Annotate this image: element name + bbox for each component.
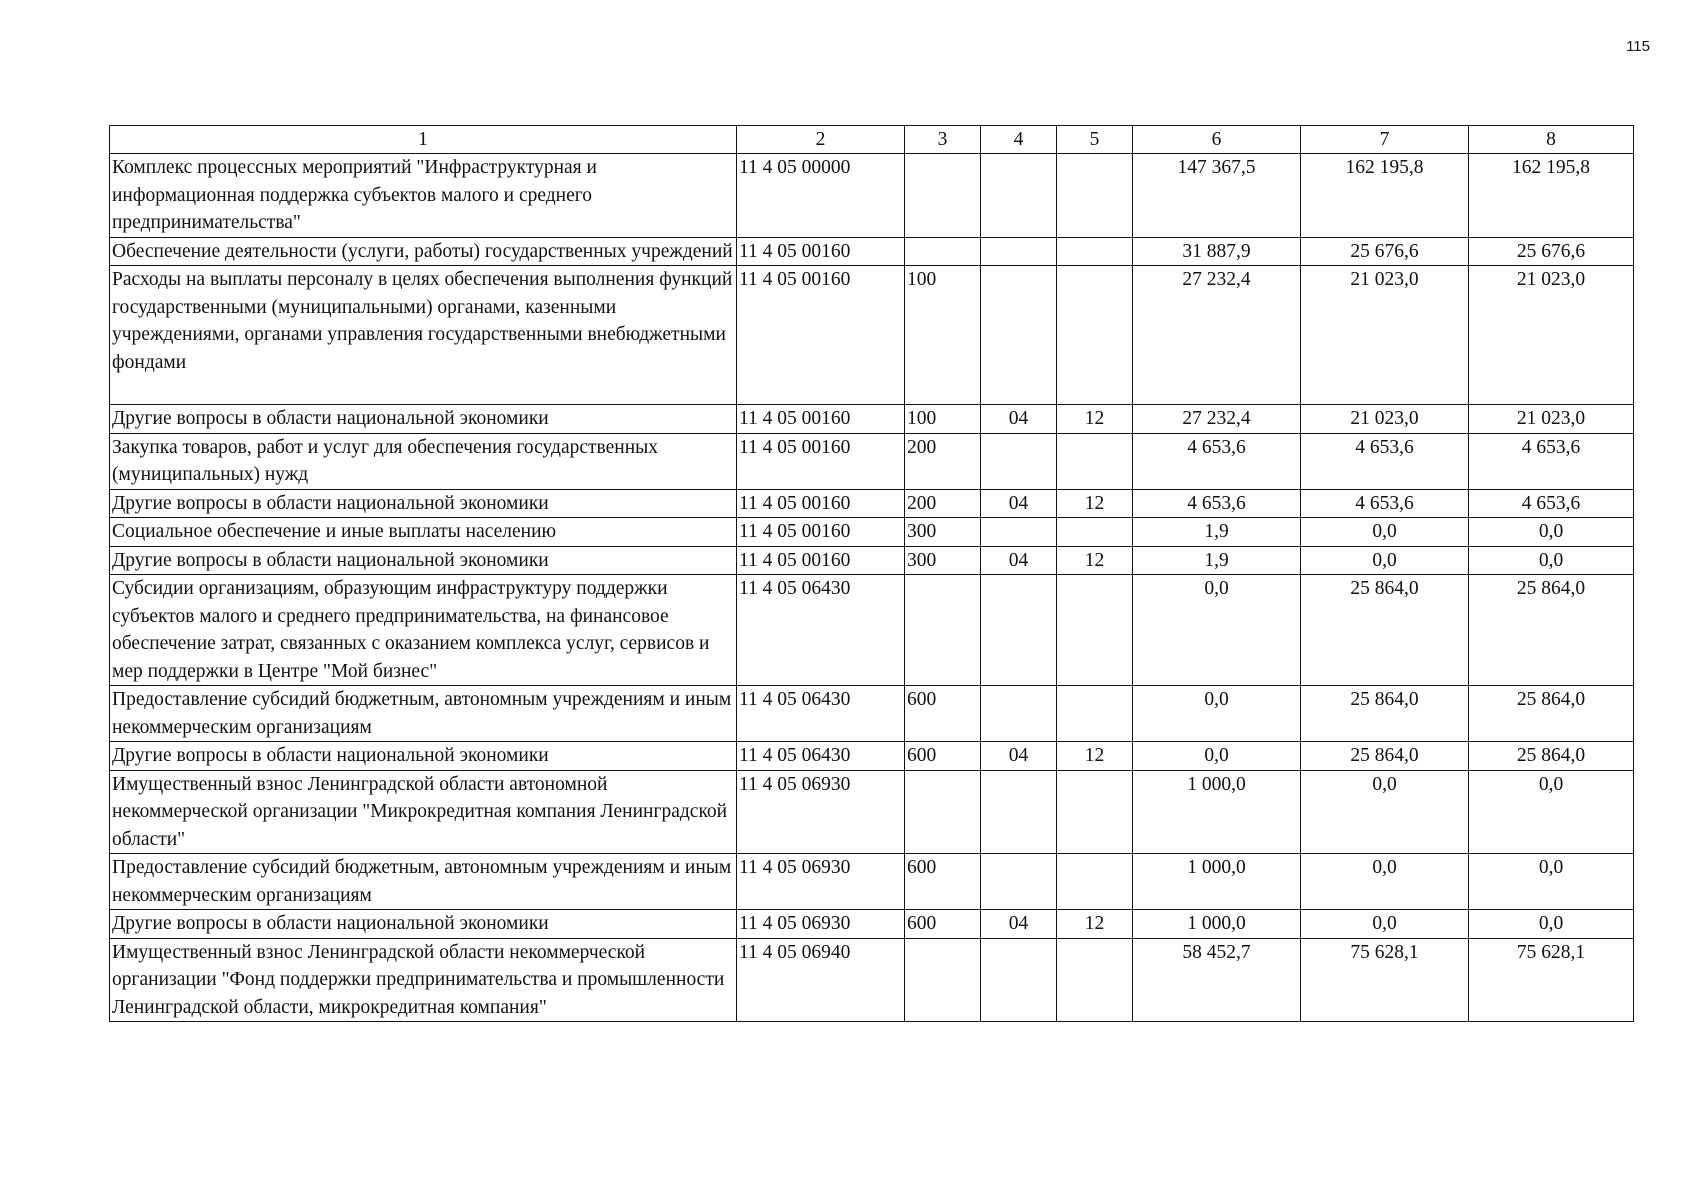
row-value-7: 21 023,0: [1301, 266, 1469, 405]
header-col-6: 6: [1133, 126, 1301, 154]
row-name: Другие вопросы в области национальной экономики: [110, 405, 737, 434]
row-value-8: 75 628,1: [1469, 938, 1634, 1022]
row-vr: 600: [905, 686, 981, 742]
table-row: [110, 433, 1634, 489]
table-row: [110, 266, 1634, 405]
row-value-7: 162 195,8: [1301, 154, 1469, 238]
row-rz: [981, 154, 1057, 238]
row-code: 11 4 05 00160: [737, 518, 905, 547]
row-value-7: 25 864,0: [1301, 575, 1469, 686]
table-row: [110, 405, 1634, 434]
row-value-8: 4 653,6: [1469, 433, 1634, 489]
row-code: 11 4 05 00160: [737, 266, 905, 405]
row-pr: 12: [1057, 910, 1133, 939]
row-code: 11 4 05 00160: [737, 405, 905, 434]
row-name: Социальное обеспечение и иные выплаты населению: [110, 518, 737, 547]
header-col-8: 8: [1469, 126, 1634, 154]
row-value-8: 0,0: [1469, 518, 1634, 547]
row-vr: 200: [905, 433, 981, 489]
row-vr: [905, 938, 981, 1022]
row-code: 11 4 05 06930: [737, 854, 905, 910]
row-value-6: 27 232,4: [1133, 266, 1301, 405]
row-rz: [981, 938, 1057, 1022]
row-code: 11 4 05 06430: [737, 575, 905, 686]
row-pr: [1057, 433, 1133, 489]
row-value-8: 162 195,8: [1469, 154, 1634, 238]
row-name: Другие вопросы в области национальной экономики: [110, 742, 737, 771]
table-row: [110, 770, 1634, 854]
row-value-6: 1 000,0: [1133, 854, 1301, 910]
budget-table: [109, 125, 1634, 1022]
row-value-7: 25 864,0: [1301, 686, 1469, 742]
row-value-8: 4 653,6: [1469, 489, 1634, 518]
row-value-7: 0,0: [1301, 518, 1469, 547]
table-row: [110, 546, 1634, 575]
row-vr: 600: [905, 910, 981, 939]
header-col-5: 5: [1057, 126, 1133, 154]
row-value-8: 0,0: [1469, 546, 1634, 575]
row-pr: 12: [1057, 546, 1133, 575]
table-row: [110, 938, 1634, 1022]
table-row: [110, 686, 1634, 742]
row-rz: [981, 518, 1057, 547]
row-rz: [981, 237, 1057, 266]
row-value-8: 25 864,0: [1469, 686, 1634, 742]
row-value-8: 25 864,0: [1469, 575, 1634, 686]
row-vr: 100: [905, 405, 981, 434]
row-name: Другие вопросы в области национальной экономики: [110, 910, 737, 939]
row-rz: [981, 686, 1057, 742]
table-row: [110, 237, 1634, 266]
row-value-8: 21 023,0: [1469, 405, 1634, 434]
header-col-7: 7: [1301, 126, 1469, 154]
row-code: 11 4 05 06940: [737, 938, 905, 1022]
row-value-7: 0,0: [1301, 770, 1469, 854]
row-pr: 12: [1057, 405, 1133, 434]
row-rz: 04: [981, 489, 1057, 518]
row-code: 11 4 05 06930: [737, 910, 905, 939]
row-rz: [981, 266, 1057, 405]
row-value-7: 4 653,6: [1301, 433, 1469, 489]
header-col-3: 3: [905, 126, 981, 154]
row-name: Закупка товаров, работ и услуг для обеспечения государственных (муниципальных) нужд: [110, 433, 737, 489]
row-value-7: 21 023,0: [1301, 405, 1469, 434]
row-pr: 12: [1057, 742, 1133, 771]
row-vr: [905, 237, 981, 266]
table-row: [110, 154, 1634, 238]
row-code: 11 4 05 06430: [737, 686, 905, 742]
row-value-6: 0,0: [1133, 686, 1301, 742]
row-code: 11 4 05 00160: [737, 489, 905, 518]
row-pr: [1057, 518, 1133, 547]
row-pr: [1057, 938, 1133, 1022]
row-code: 11 4 05 00160: [737, 433, 905, 489]
table-row: [110, 910, 1634, 939]
row-value-7: 4 653,6: [1301, 489, 1469, 518]
row-code: 11 4 05 06430: [737, 742, 905, 771]
row-name: Комплекс процессных мероприятий "Инфраструктурная и информационная поддержка субъектов малого и среднего предпринимательства": [110, 154, 737, 238]
table-row: [110, 518, 1634, 547]
header-col-2: 2: [737, 126, 905, 154]
row-value-7: 25 864,0: [1301, 742, 1469, 771]
row-value-8: 0,0: [1469, 854, 1634, 910]
row-name: Другие вопросы в области национальной экономики: [110, 489, 737, 518]
row-value-8: 0,0: [1469, 770, 1634, 854]
table-row: [110, 489, 1634, 518]
row-value-6: 1,9: [1133, 518, 1301, 547]
row-rz: [981, 575, 1057, 686]
row-rz: 04: [981, 405, 1057, 434]
header-col-1: 1: [110, 126, 737, 154]
row-value-7: 25 676,6: [1301, 237, 1469, 266]
row-value-6: 4 653,6: [1133, 433, 1301, 489]
table-row: [110, 575, 1634, 686]
row-vr: 300: [905, 546, 981, 575]
row-rz: 04: [981, 742, 1057, 771]
row-name: Расходы на выплаты персоналу в целях обеспечения выполнения функций государственными (муниципальными) органами, казенными учреждениями, органами управления государственными внебюджетными фондами: [110, 266, 737, 405]
row-pr: [1057, 237, 1133, 266]
row-vr: [905, 154, 981, 238]
row-value-6: 58 452,7: [1133, 938, 1301, 1022]
row-pr: [1057, 686, 1133, 742]
row-rz: 04: [981, 546, 1057, 575]
row-vr: 200: [905, 489, 981, 518]
row-name: Предоставление субсидий бюджетным, автономным учреждениям и иным некоммерческим организациям: [110, 854, 737, 910]
row-vr: [905, 575, 981, 686]
row-value-6: 0,0: [1133, 575, 1301, 686]
row-value-8: 0,0: [1469, 910, 1634, 939]
row-pr: 12: [1057, 489, 1133, 518]
row-vr: 600: [905, 742, 981, 771]
row-rz: [981, 770, 1057, 854]
row-value-6: 31 887,9: [1133, 237, 1301, 266]
row-pr: [1057, 854, 1133, 910]
row-value-7: 75 628,1: [1301, 938, 1469, 1022]
row-value-7: 0,0: [1301, 854, 1469, 910]
row-value-8: 21 023,0: [1469, 266, 1634, 405]
header-col-4: 4: [981, 126, 1057, 154]
row-pr: [1057, 154, 1133, 238]
row-value-8: 25 676,6: [1469, 237, 1634, 266]
row-code: 11 4 05 00000: [737, 154, 905, 238]
row-code: 11 4 05 00160: [737, 237, 905, 266]
row-value-6: 0,0: [1133, 742, 1301, 771]
table-row: [110, 742, 1634, 771]
row-name: Имущественный взнос Ленинградской области некоммерческой организации "Фонд поддержки предпринимательства и промышленности Ленинградской области, микрокредитная компания": [110, 938, 737, 1022]
row-value-6: 1 000,0: [1133, 910, 1301, 939]
page-number: 115: [1626, 38, 1650, 55]
row-value-6: 1,9: [1133, 546, 1301, 575]
row-name: Предоставление субсидий бюджетным, автономным учреждениям и иным некоммерческим организациям: [110, 686, 737, 742]
row-pr: [1057, 266, 1133, 405]
row-code: 11 4 05 06930: [737, 770, 905, 854]
row-rz: [981, 433, 1057, 489]
row-rz: 04: [981, 910, 1057, 939]
row-rz: [981, 854, 1057, 910]
row-value-6: 1 000,0: [1133, 770, 1301, 854]
row-value-6: 147 367,5: [1133, 154, 1301, 238]
row-value-6: 4 653,6: [1133, 489, 1301, 518]
row-value-7: 0,0: [1301, 546, 1469, 575]
row-name: Имущественный взнос Ленинградской области автономной некоммерческой организации "Микрокредитная компания Ленинградской области": [110, 770, 737, 854]
row-pr: [1057, 575, 1133, 686]
row-vr: 600: [905, 854, 981, 910]
row-vr: 300: [905, 518, 981, 547]
row-code: 11 4 05 00160: [737, 546, 905, 575]
row-value-8: 25 864,0: [1469, 742, 1634, 771]
table-row: [110, 854, 1634, 910]
row-name: Другие вопросы в области национальной экономики: [110, 546, 737, 575]
row-name: Обеспечение деятельности (услуги, работы) государственных учреждений: [110, 237, 737, 266]
row-value-6: 27 232,4: [1133, 405, 1301, 434]
row-vr: 100: [905, 266, 981, 405]
table-header-row: [110, 126, 1634, 154]
row-pr: [1057, 770, 1133, 854]
row-vr: [905, 770, 981, 854]
row-value-7: 0,0: [1301, 910, 1469, 939]
row-name: Субсидии организациям, образующим инфраструктуру поддержки субъектов малого и среднего предпринимательства, на финансовое обеспечение затрат, связанных с оказанием комплекса услуг, сервисов и мер поддержки в Центре "Мой бизнес": [110, 575, 737, 686]
